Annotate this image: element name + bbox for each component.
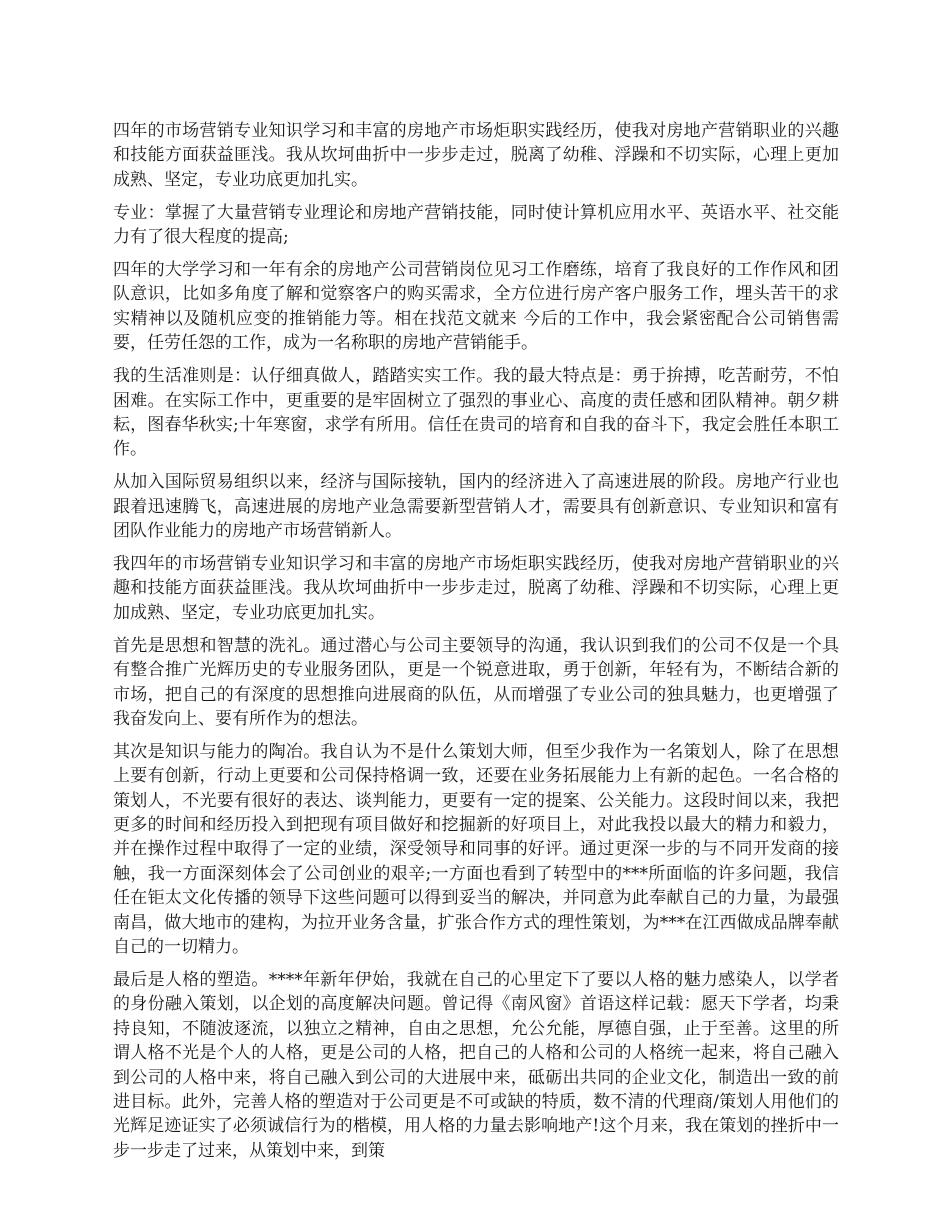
document-body — [113, 119, 839, 1172]
paragraph-5: 从加入国际贸易组织以来，经济与国际接轨，国内的经济进入了高速进展的阶段。房地产行业也跟着迅速腾飞，高速进展的房地产业急需要新型营销人才，需要具有创新意识、专业知识和富有团队作业能力的房地产市场营销新人。 — [113, 472, 839, 542]
paragraph-2: 专业：掌握了大量营销专业理论和房地产营销技能，同时使计算机应用水平、英语水平、社交能力有了很大程度的提高; — [113, 202, 839, 248]
paragraph-4: 我的生活准则是：认仔细真做人，踏踏实实工作。我的最大特点是：勇于拚搏，吃苦耐劳，不怕困难。在实际工作中，更重要的是牢固树立了强烈的事业心、高度的责任感和团队精神。朝夕耕耘，图春华秋实;十年寒窗，求学有所用。信任在贵司的培育和自我的奋斗下，我定会胜任本职工作。 — [113, 366, 839, 460]
paragraph-1: 四年的市场营销专业知识学习和丰富的房地产市场炬职实践经历，使我对房地产营销职业的兴趣和技能方面获益匪浅。我从坎坷曲折中一步步走过，脱离了幼稚、浮躁和不切实际，心理上更加成熟、坚定，专业功底更加扎实。 — [113, 121, 839, 190]
paragraph-8: 其次是知识与能力的陶冶。我自认为不是什么策划大师，但至少我作为一名策划人，除了在思想上要有创新，行动上更要和公司保持格调一致，还要在业务拓展能力上有新的起色。一名合格的策划人，不光要有很好的表达、谈判能力，更要有一定的提案、公关能力。这段时间以来，我把更多的时间和经历投入到把现有项目做好和挖掘新的好项目上，对此我投以最大的精力和毅力，并在操作过程中取得了一定的业绩，深受领导和同事的好评。通过更深一步的与不同开发商的接触，我一方面深刻体会了公司创业的艰辛;一方面也看到了转型中的***所面临的许多问题，我信任在钜太文化传播的领导下这些问题可以得到妥当的解决，并同意为此奉献自己的力量，为最强南昌，做大地市的建构，为拉开业务含量，扩张合作方式的理性策划，为***在江西做成品牌奉献自己的一切精力。 — [113, 741, 839, 958]
paragraph-6: 我四年的市场营销专业知识学习和丰富的房地产市场炬职实践经历，使我对房地产营销职业的兴趣和技能方面获益匪浅。我从坎坷曲折中一步步走过，脱离了幼稚、浮躁和不切实际，心理上更加成熟、坚定，专业功底更加扎实。 — [113, 554, 839, 623]
paragraph-9: 最后是人格的塑造。****年新年伊始，我就在自己的心里定下了要以人格的魅力感染人，以学者的身份融入策划，以企划的高度解决问题。曾记得《南风窗》首语这样记载：愿天下学者，均秉持良知，不随波逐流，以独立之精神，自由之思想，允公允能，厚德自强，止于至善。这里的所谓人格不光是个人的人格，更是公司的人格，把自己的人格和公司的人格统一起来，将自己融入到公司的人格中来，将自己融入到公司的大进展中来，砥砺出共同的企业文化，制造出一致的前进目标。此外，完善人格的塑造对于公司更是不可或缺的特质，数不清的代理商/策划人用他们的光辉足迹证实了必须诚信行为的楷模，用人格的力量去影响地产!这个月来，我在策划的挫折中一步一步走了过来，从策划中来，到策 — [113, 970, 839, 1161]
paragraph-3: 四年的大学学习和一年有余的房地产公司营销岗位见习工作磨练，培育了我良好的工作作风和团队意识，比如多角度了解和觉察客户的购买需求，全方位进行房产客户服务工作，埋头苦干的求实精神以及随机应变的推销能力等。相在找范文就来 今后的工作中，我会紧密配合公司销售需要，任劳任怨的工作，成为一名称职的房地产营销能手。 — [113, 260, 839, 354]
paragraph-7: 首先是思想和智慧的洗礼。通过潜心与公司主要领导的沟通，我认识到我们的公司不仅是一个具有整合推广光辉历史的专业服务团队，更是一个锐意进取，勇于创新，年轻有为，不断结合新的市场，把自己的有深度的思想推向进展商的队伍，从而增强了专业公司的独具魅力，也更增强了我奋发向上、要有所作为的想法。 — [113, 635, 839, 729]
